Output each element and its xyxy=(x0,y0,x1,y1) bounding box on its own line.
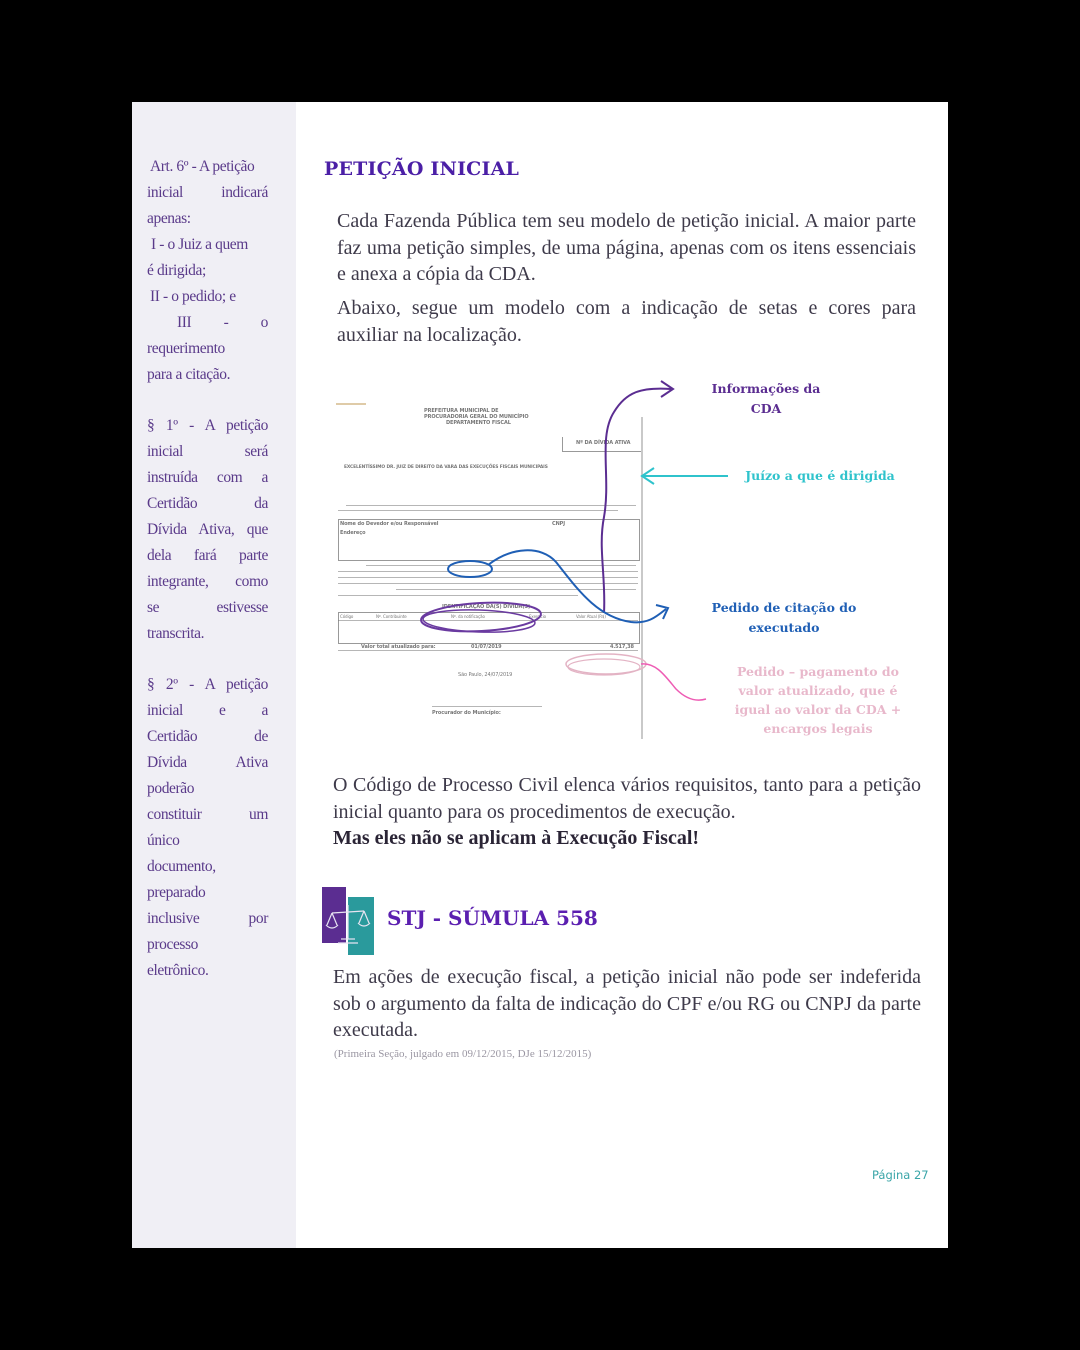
note-line: se estivesse xyxy=(147,599,268,616)
annotation-payment xyxy=(728,662,908,738)
legal-sidebar xyxy=(132,102,296,1248)
annotation-text: Juízo a que é dirigida xyxy=(745,468,895,483)
place-date: São Paulo, 24/07/2019 xyxy=(458,672,513,678)
note-line: é dirigida; xyxy=(147,262,206,279)
note-line: II - o pedido; e xyxy=(150,288,236,305)
note-line: § 2º - A petição xyxy=(147,676,268,693)
sumula-title: STJ - SÚMULA 558 xyxy=(387,906,598,930)
signature-label: Procurador do Município: xyxy=(432,710,501,716)
note-line: processo xyxy=(147,936,199,953)
annotation-text: Informações da xyxy=(711,381,821,396)
table-header: Código xyxy=(340,614,354,619)
note-line: Certidão da xyxy=(147,495,268,512)
note-line: transcrita. xyxy=(147,625,205,642)
cpc-paragraph xyxy=(333,772,921,852)
sumula-text: Em ações de execução fiscal, a petição inicial não pode ser indeferida sob o argumento da falta de indicação do CPF e/ou RG ou CNPJ da parte executada. xyxy=(333,966,921,1041)
cpc-bold-text: Mas eles não se aplicam à Execução Fiscal! xyxy=(333,827,700,849)
petition-model-figure xyxy=(336,377,916,747)
table-header: Valor Atual (R$) xyxy=(576,614,606,619)
document-page xyxy=(132,102,948,1248)
sumula-citation: (Primeira Seção, julgado em 09/12/2015, DJe 15/12/2015) xyxy=(334,1048,592,1060)
annotation-citation xyxy=(674,598,894,638)
scales-of-justice-icon xyxy=(322,887,374,955)
note-line: poderão xyxy=(147,780,195,797)
annotation-text: Pedido – pagamento do xyxy=(736,664,900,679)
cda-number-label: Nº DA DÍVIDA ATIVA xyxy=(576,440,631,446)
total-value: 4.517,38 xyxy=(610,644,634,650)
addressee-line: EXCELENTÍSSIMO DR. JUIZ DE DIREITO DA VARA DAS EXECUÇÕES FISCAIS MUNICIPAIS xyxy=(344,465,548,470)
art-6-note xyxy=(147,154,268,388)
note-line: Art. 6º - A petição xyxy=(150,158,255,175)
annotation-text: igual ao valor da CDA + xyxy=(734,702,902,717)
note-line: apenas: xyxy=(147,210,191,227)
note-line: preparado xyxy=(147,884,206,901)
note-line: constituir um xyxy=(147,806,268,823)
annotation-text: CDA xyxy=(750,401,782,416)
intro-paragraph: Cada Fazenda Pública tem seu modelo de petição inicial. A maior parte faz uma petição simples, de uma página, apenas com os itens essenciais e anexa a cópia da CDA. xyxy=(337,210,916,285)
cpc-text: O Código de Processo Civil elenca vários requisitos, tanto para a petição inicial quanto para os procedimentos de execução. xyxy=(333,774,921,823)
address-label: Endereço xyxy=(340,530,366,536)
note-line: requerimento xyxy=(147,340,225,357)
total-label: Valor total atualizado para: xyxy=(361,644,436,650)
note-line: instruída com a xyxy=(147,469,268,486)
table-header: Exercício xyxy=(529,614,546,619)
note-line: integrante, como xyxy=(147,573,268,590)
note-line: III - o xyxy=(177,314,268,331)
note-line: inicial e a xyxy=(147,702,268,719)
annotation-judge xyxy=(740,466,900,486)
annotation-text: valor atualizado, que é xyxy=(738,683,898,698)
note-line: Dívida Ativa xyxy=(147,754,268,771)
table-header: Nº. da notificação xyxy=(451,614,485,619)
table-header: Nº. Contribuinte xyxy=(376,614,407,619)
note-line: documento, xyxy=(147,858,216,875)
note-line: I - o Juiz a quem xyxy=(151,236,248,253)
doc-header-line: PREFEITURA MUNICIPAL DE xyxy=(424,408,499,414)
annotation-text: encargos legais xyxy=(763,721,873,736)
annotation-text: Pedido de citação do executado xyxy=(711,600,857,635)
annotation-cda-info xyxy=(691,379,841,419)
note-line: Certidão de xyxy=(147,728,268,745)
table-title: IDENTIFICAÇÃO DA(S) DÍVIDA(S) xyxy=(442,604,531,610)
model-paragraph: Abaixo, segue um modelo com a indicação de setas e cores para auxiliar na localização. xyxy=(337,297,916,346)
cnpj-label: CNPJ xyxy=(552,521,565,527)
note-line: § 1º - A petição xyxy=(147,417,268,434)
section-title: PETIÇÃO INICIAL xyxy=(324,158,520,180)
note-line: único xyxy=(147,832,180,849)
total-date: 01/07/2019 xyxy=(471,644,502,650)
note-line: Dívida Ativa, que xyxy=(147,521,268,538)
page-number: Página 27 xyxy=(872,1168,929,1182)
note-line: eletrônico. xyxy=(147,962,209,979)
note-line: dela fará parte xyxy=(147,547,268,564)
doc-header-line: PROCURADORIA GERAL DO MUNICÍPIO xyxy=(424,414,529,420)
note-line: inicial será xyxy=(147,443,268,460)
note-line: inicial indicará xyxy=(147,184,268,201)
note-line: inclusive por xyxy=(147,910,268,927)
paragraph-2-note xyxy=(147,672,268,984)
note-line: para a citação. xyxy=(147,366,231,383)
paragraph-1-note xyxy=(147,413,268,647)
doc-header-line: DEPARTAMENTO FISCAL xyxy=(446,420,511,426)
debtor-label: Nome do Devedor e/ou Responsável xyxy=(340,521,439,527)
